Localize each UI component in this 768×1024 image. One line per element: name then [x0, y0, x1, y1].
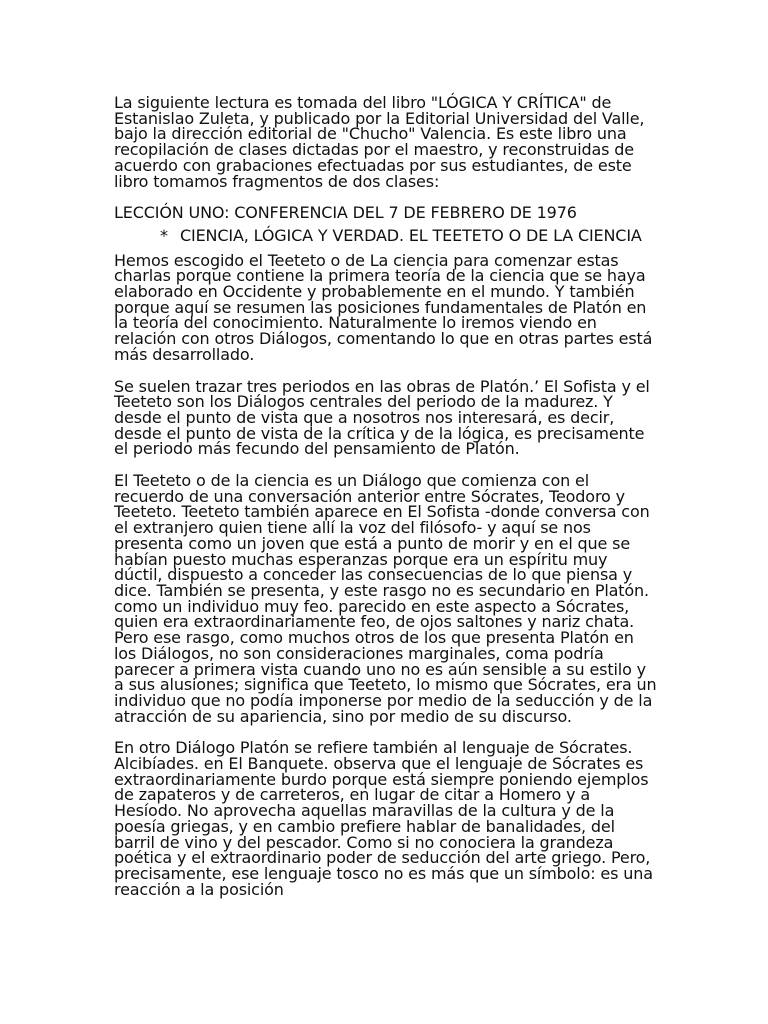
bullet-list-item — [114, 225, 659, 245]
document-page — [114, 95, 659, 913]
lesson-heading: LECCIÓN UNO: CONFERENCIA DEL 7 DE FEBRERO DE 1976 — [114, 203, 577, 223]
bullet-item-text: CIENCIA, LÓGICA Y VERDAD. EL TEETETO O DE LA CIENCIA — [180, 225, 642, 245]
body-paragraph: Se suelen trazar tres periodos en las obras de Platón.’ El Sofista y el Teeteto son los Diálogos centrales del periodo de la madurez. Y desde el punto de vista que a nosotros nos interesará, es decir, desde el punto de vista de la crítica y de la lógica, es precisamente el periodo más fecundo del pensamiento de Platón. — [114, 376, 650, 459]
body-paragraph: Hemos escogido el Teeteto o de La ciencia para comenzar estas charlas porque contiene la primera teoría de la ciencia que se haya elaborado en Occidente y probablemente en el mundo. Y también porque aquí se resumen las posiciones fundamentales de Platón en la teoría del conocimiento. Naturalmente lo iremos viendo en relación con otros Diálogos, comentando lo que en otras partes está más desarrollado. — [114, 250, 653, 364]
body-paragraph: En otro Diálogo Platón se refiere también al lenguaje de Sócrates. Alcibíades. en El Banquete. observa que el lenguaje de Sócrates es extraordinariamente burdo porque está siempre poniendo ejemplos de zapateros y de carreteros, en lugar de citar a Homero y a Hesíodo. No aprovecha aquellas maravillas de la cultura y de la poesía griegas, y en cambio prefiere hablar de banalidades, del barril de vino y del pescador. Como si no conociera la grandeza poética y el extraordinario poder de seducción del arte griego. Pero, precisamente, ese lenguaje tosco no es más que un símbolo: es una reacción a la posición — [114, 738, 653, 899]
bullet-marker: * — [160, 225, 168, 245]
body-paragraph: El Teeteto o de la ciencia es un Diálogo que comienza con el recuerdo de una conversación anterior entre Sócrates, Teodoro y Teeteto. Teeteto también aparece en El Sofista -donde conversa con el extranjero quien tiene allí la voz del filósofo- y aquí se nos presenta como un joven que está a punto de morir y en el que se habían puesto muchas esperanzas porque era un espíritu muy dúctil, dispuesto a conceder las consecuencias de lo que piensa y dice. También se presenta, y este rasgo no es secundario en Platón. como un individuo muy feo. parecido en este aspecto a Sócrates, quien era extraordinariamente feo, de ojos saltones y nariz chata. Pero ese rasgo, como muchos otros de los que presenta Platón en los Diálogos, no son consideraciones marginales, coma podría parecer a primera vista cuando uno no es aún sensible a su estilo y a sus alusiones; significa que Teeteto, lo mismo que Sócrates, era un individuo que no podía imponerse por medio de la seducción y de la atracción de su apariencia, sino por medio de su discurso. — [114, 471, 657, 726]
intro-paragraph: La siguiente lectura es tomada del libro "LÓGICA Y CRÍTICA" de Estanislao Zuleta, y publicado por la Editorial Universidad del Valle, bajo la dirección editorial de "Chucho" Valencia. Es este libro una recopilación de clases dictadas por el maestro, y reconstruidas de acuerdo con grabaciones efectuadas por sus estudiantes, de este libro tomamos fragmentos de dos clases: — [114, 93, 645, 191]
